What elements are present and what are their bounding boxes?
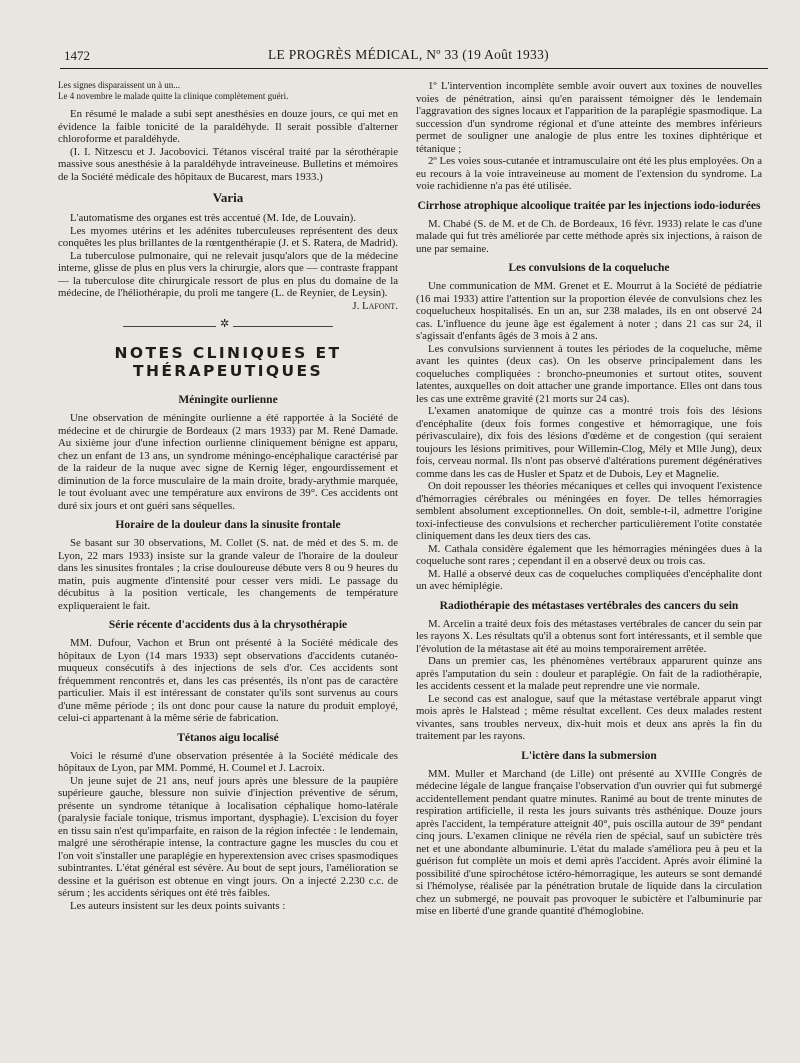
paragraph: Les convulsions surviennent à toutes les périodes de la coqueluche, même avant les quintes (deux cas). On les observe principalement dans les coqueluches compliquées : broncho-pneumonies et surtout otites, souvent latentes, auxquelles on doit attacher une grande importance. Elles ont dans tous les cas une extrême gravité (21 morts sur 24 cas). — [416, 342, 762, 405]
left-column — [58, 80, 398, 912]
right-column — [416, 80, 762, 918]
paragraph: Les auteurs insistent sur les deux points suivants : — [70, 899, 286, 912]
section-heading-varia: Varia — [212, 190, 244, 205]
paragraph: Un jeune sujet de 21 ans, neuf jours après une blessure de la paupière supérieure gauche, blessure non suivie d'injection préventive de sérum, présente un syndrome tétanique à localisation céphalique homo-latérale (paralysie faciale tonique, trismus important, dysphagie). L'excision du foyer en tissu sain n'est qu'imparfaite, en raison de la région infectée : le lendemain, malgré une sérothérapie intense, la contracture gagne les muscles du cou et l'on voit s'installer une paraplégie en hyperextension avec crises spasmodiques subintrantes. L'état général est sévère. Au bout de sept jours, l'amélioration se dessine et la guérison est obtenue en vingt jours. On a injecté 2.230 c.c. de sérum ; les accidents sériques ont été très faibles. — [58, 774, 398, 899]
page-number: 1472 — [64, 48, 90, 63]
journal-title: LE PROGRÈS MÉDICAL, Nº 33 (19 Août 1933) — [268, 47, 549, 62]
article-title: Radiothérapie des métastases vertébrales des cancers du sein — [439, 599, 739, 612]
paragraph: Dans un premier cas, les phénomènes vertébraux apparurent quinze ans après l'amputation du sein : douleur et paraplégie. On fait de la radiothérapie, les accidents cessent et la malade peut reprendre une vie normale. — [416, 655, 762, 692]
intro-small-line: Les signes disparaissent un à un... — [58, 80, 180, 90]
paragraph: MM. Muller et Marchand (de Lille) ont présenté au XVIIIe Congrès de médecine légale de langue française l'observation d'un ouvrier qui fut submergé accidentellement pendant quatre minutes. Ranimé au bout de trente minutes de respiration artificielle, il resta les jours suivants très asthénique. Douze jours après l'accident, la température atteignit 40°, puis oscilla autour de 39° pendant cinq jours. L'examen clinique ne révéla rien de spécial, sauf un subictère très net et une abondante albuminurie. L'état du malade s'améliora peu à peu et la guérison fut complète un mois et demi après l'accident. Après avoir éliminé la possibilité d'une spirochétose ictéro-hémorragique, les auteurs se sont demandé si l'hémolyse, réalisée par la pénétration brutale de liquide dans la circulation chez un submergé, ne pouvait pas provoquer le subictère et l'albuminurie par mise en liberté d'une grande quantité d'hémoglobine. — [416, 767, 762, 917]
article-title: L'ictère dans la submersion — [521, 749, 657, 762]
paragraph: La tuberculose pulmonaire, qui ne relevait jusqu'alors que de la médecine interne, glisse de plus en plus vers la chirurgie, alors que — contraste frappant — la tuberculose dite chirurgicale ressort de plus en plus du domaine de la médecine, de l'héliothérapie, du proli me tangere (L. de Reynier, de Leysin). — [58, 249, 398, 299]
paragraph: L'examen anatomique de quinze cas a montré trois fois des lésions d'encéphalite (deux fois formes congestive et hémorragique, une fois périvasculaire), dix fois des lésions d'œdème et de congestion (qui seraient toujours les lésions primitives, pour Willemin-Clog, Mély et Mlle Jung), deux fois, cerveau normal. Ils n'ont pas observé d'altérations purement dégénératives comme dans les cas de Husler et Spatz et de Dubois, Ley et Magnelie. — [416, 405, 762, 480]
ornament-icon: ✲ — [216, 317, 233, 330]
page-header — [64, 44, 764, 68]
paragraph: MM. Dufour, Vachon et Brun ont présenté à la Société médicale des hôpitaux de Lyon (14 mars 1933) sept observations d'accidents cutanéo-muqueux consécutifs à des injections de sels d'or. Ces accidents sont fréquemment rencontrés et, dans les cas présentés, ils n'ont pas de caractère particulier. Mais il est intéressant de constater qu'ils sont survenus au cours d'une même période ; ils ont donc pour cause la nature du produit employé, celui-ci appartenant à la même série de fabrication. — [58, 637, 398, 724]
section-title: NOTES CLINIQUES ET THÉRAPEUTIQUES — [114, 344, 342, 380]
paragraph: On doit repousser les théories mécaniques et celles qui invoquent l'existence d'hémorragies cérébrales ou méningées en foyer. De telles hémorragies semblent absolument exceptionnelles. On doit, semble-t-il, admettre l'origine toxi-infectieuse des convulsions et rechercher particulièrement l'otite constatée cliniquement dans les deux tiers des cas. — [416, 480, 762, 542]
paragraph: L'automatisme des organes est très accentué (M. Ide, de Louvain). — [70, 212, 356, 224]
article-title: Horaire de la douleur dans la sinusite frontale — [115, 519, 341, 531]
reference-paragraph: (I. I. Nitzescu et J. Jacobovici. Tétanos viscéral traité par la sérothérapie massive sous anesthésie à la paraldéhyde intraveineuse. Bulletins et mémoires de la Société médicale des hôpitaux de Bucarest, mars 1933.) — [58, 145, 398, 183]
article-title: Les convulsions de la coqueluche — [508, 262, 670, 274]
paragraph: Une observation de méningite ourlienne a été rapportée à la Société de médecine et de chirurgie de Bordeaux (2 mars 1933) par M. René Damade. Au sixième jour d'une infection ourlienne cliniquement bénigne est apparu, chez un enfant de 13 ans, un syndrome méningo-encéphalique caractérisé par de la raideur de la nuque avec signe de Kernig léger, engourdissement et diminution de la force musculaire de la main droite, brady-arythmie marquée, le tout évoluant avec une température aux environs de 39°. Ces accidents ont duré six jours et ont guéri sans séquelles. — [58, 412, 398, 512]
article-title: Méningite ourlienne — [178, 394, 278, 406]
paragraph: M. Cathala considère également que les hémorragies méningées dues à la coqueluche sont rares ; cependant il en a observé deux ou trois cas. — [416, 542, 762, 567]
paragraph: Se basant sur 30 observations, M. Collet (S. nat. de méd et des S. m. de Lyon, 22 mars 1933) insiste sur la grande valeur de l'horaire de la douleur dans les sinusites frontales ; la crise douloureuse débute vers 8 ou 9 heures du matin, puis augmente d'intensité pour cesser vers midi. Le passage du décubitus à la position verticale, les changements de température expliqueraient le fait. — [58, 537, 398, 612]
ornament-divider — [123, 320, 333, 332]
article-title: Cirrhose atrophique alcoolique traitée par les injections iodo-iodurées — [417, 199, 761, 212]
intro-small-line: Le 4 novembre le malade quitte la clinique complètement guéri. — [58, 91, 289, 101]
paragraph: Voici le résumé d'une observation présentée à la Société médicale des hôpitaux de Lyon, par MM. Pommé, H. Coumel et J. Lacroix. — [58, 749, 398, 774]
paragraph: M. Arcelin a traité deux fois des métastases vertébrales de cancer du sein par les rayons X. Les résultats qu'il a obtenus sont fort intéressants, et il semble que l'évolution de la métastase ait été au moins temporairement arrêtée. — [416, 617, 762, 655]
paragraph: En résumé le malade a subi sept anesthésies en douze jours, ce qui met en évidence la faible tonicité de la paraldéhyde. Il serait possible d'alterner chloroforme et paraldéhyde. — [58, 108, 398, 145]
paragraph: 1º L'intervention incomplète semble avoir ouvert aux toxines de nouvelles voies de pénétration, ainsi qu'en paraissent témoigner dès le lendemain l'aggravation des signes locaux et l'apparition de la paraplégie spasmodique. La succession d'un syndrome régional et d'une atteinte des membres inférieurs permet de souligner une analogie de plus entre les toxines diphtérique et tétanique ; — [416, 80, 762, 155]
paragraph: M. Chabé (S. de M. et de Ch. de Bordeaux, 16 févr. 1933) relate le cas d'une malade qui fut très améliorée par cette méthode après six injections, à raison de une par semaine. — [416, 217, 762, 255]
paragraph: Les myomes utérins et les adénites tuberculeuses représentent des deux conquêtes les plus brillantes de la rœntgenthérapie (J. et S. Ratera, de Madrid). — [58, 224, 398, 249]
paragraph: Une communication de MM. Grenet et E. Mourrut à la Société de pédiatrie (16 mai 1933) attire l'attention sur la proportion élevée de convulsions chez les coquelucheux hospitalisés. En un an, sur 238 malades, ils en ont observé 24 cas. L'influence du jeune âge est également à noter ; dans 21 cas sur 24, il s'agissait d'enfants âgés de 3 mois à 2 ans. — [416, 280, 762, 342]
signature: J. Lafont. — [352, 299, 398, 312]
article-title: Série récente d'accidents dus à la chrysothérapie — [108, 619, 348, 631]
paragraph: Le second cas est analogue, sauf que la métastase vertébrale apparut vingt mois après le Halstead ; même résultat excellent. Ces deux malades restent vivantes, sans troubles nerveux, dix-huit mois et deux ans après la fin du traitement par les rayons. — [416, 692, 762, 742]
paragraph: 2º Les voies sous-cutanée et intramusculaire ont été les plus employées. On a eu recours à la voie intraveineuse au moment de l'extension du syndrome. La voie rachidienne n'a pas été utilisée. — [416, 155, 762, 192]
paragraph: M. Hallé a observé deux cas de coqueluches compliquées d'encéphalite dont un avec hémiplégie. — [416, 567, 762, 592]
article-title: Tétanos aigu localisé — [177, 731, 279, 744]
header-rule — [60, 68, 768, 69]
